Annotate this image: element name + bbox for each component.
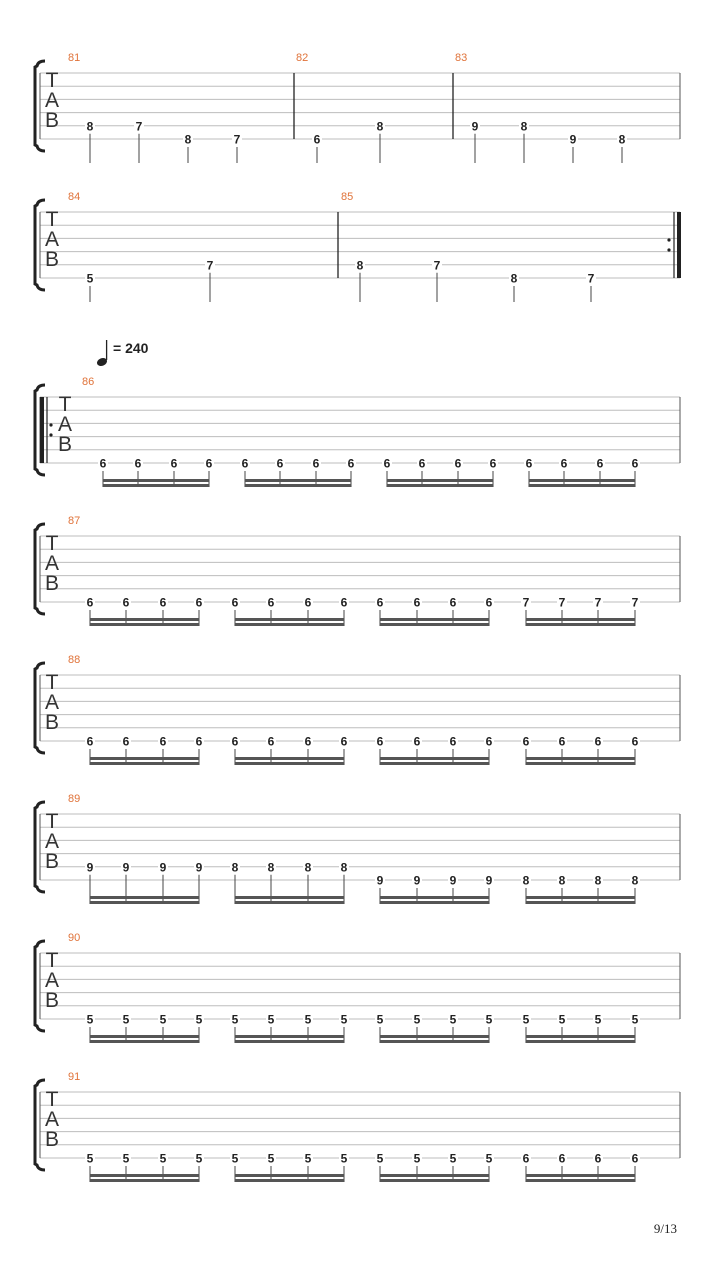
tab-clef-letter: A	[44, 830, 60, 853]
fret-number: 5	[159, 1151, 167, 1166]
tab-clef-letter: T	[45, 949, 59, 972]
beam	[380, 762, 489, 765]
beam	[387, 484, 493, 487]
tab-clef-letter: A	[44, 228, 60, 251]
beam	[235, 618, 344, 621]
fret-number: 6	[313, 132, 321, 147]
fret-number: 6	[195, 595, 203, 610]
tab-system	[35, 515, 680, 626]
beam	[245, 479, 351, 482]
beam	[90, 762, 199, 765]
fret-number: 6	[596, 456, 604, 471]
fret-number: 6	[454, 456, 462, 471]
beam	[526, 1179, 635, 1182]
fret-number: 8	[267, 860, 275, 875]
fret-number: 5	[231, 1151, 239, 1166]
fret-number: 5	[558, 1012, 566, 1027]
beam	[526, 1040, 635, 1043]
measure-number: 83	[455, 52, 468, 64]
fret-number: 8	[86, 119, 94, 134]
measure-number: 81	[68, 52, 81, 64]
fret-number: 5	[159, 1012, 167, 1027]
beam	[380, 1174, 489, 1177]
fret-number: 9	[159, 860, 167, 875]
repeat-thick-barline	[40, 397, 44, 463]
fret-number: 8	[631, 873, 639, 888]
fret-number: 7	[631, 595, 639, 610]
beam	[103, 479, 209, 482]
tab-system	[35, 1071, 680, 1182]
fret-number: 6	[276, 456, 284, 471]
fret-number: 8	[510, 271, 518, 286]
beam	[235, 623, 344, 626]
fret-number: 5	[449, 1012, 457, 1027]
beam	[90, 1174, 199, 1177]
fret-number: 6	[449, 734, 457, 749]
beam	[380, 1040, 489, 1043]
repeat-dot	[49, 433, 52, 436]
repeat-dot	[49, 423, 52, 426]
tab-system	[35, 191, 681, 302]
fret-number: 6	[159, 734, 167, 749]
fret-number: 9	[195, 860, 203, 875]
fret-number: 6	[205, 456, 213, 471]
fret-number: 7	[135, 119, 143, 134]
fret-number: 6	[99, 456, 107, 471]
beam	[235, 762, 344, 765]
beam	[103, 484, 209, 487]
fret-number: 8	[376, 119, 384, 134]
measure-number: 82	[296, 52, 309, 64]
tab-clef-letter: T	[45, 532, 59, 555]
fret-number: 5	[195, 1012, 203, 1027]
beam	[90, 623, 199, 626]
fret-number: 5	[304, 1151, 312, 1166]
beam	[380, 618, 489, 621]
fret-number: 8	[184, 132, 192, 147]
fret-number: 5	[86, 1151, 94, 1166]
fret-number: 7	[433, 258, 441, 273]
measure-number: 86	[82, 376, 95, 388]
fret-number: 5	[376, 1151, 384, 1166]
beam	[90, 1035, 199, 1038]
beam	[235, 896, 344, 899]
fret-number: 5	[485, 1151, 493, 1166]
beam	[90, 757, 199, 760]
beam	[380, 896, 489, 899]
fret-number: 5	[86, 1012, 94, 1027]
fret-number: 6	[231, 595, 239, 610]
fret-number: 5	[449, 1151, 457, 1166]
fret-number: 6	[159, 595, 167, 610]
beam	[380, 901, 489, 904]
fret-number: 5	[267, 1012, 275, 1027]
beam	[526, 1174, 635, 1177]
measure-number: 88	[68, 654, 81, 666]
fret-number: 6	[376, 734, 384, 749]
tab-system	[35, 793, 680, 904]
beam	[526, 618, 635, 621]
fret-number: 5	[413, 1012, 421, 1027]
fret-number: 6	[267, 734, 275, 749]
fret-number: 6	[376, 595, 384, 610]
tab-clef-letter: B	[44, 989, 60, 1012]
fret-number: 8	[340, 860, 348, 875]
fret-number: 5	[267, 1151, 275, 1166]
fret-number: 8	[594, 873, 602, 888]
tab-clef-letter: B	[57, 433, 73, 456]
fret-number: 6	[594, 734, 602, 749]
tab-clef-letter: A	[44, 89, 60, 112]
fret-number: 5	[304, 1012, 312, 1027]
repeat-thick-barline	[677, 212, 681, 278]
fret-number: 6	[195, 734, 203, 749]
fret-number: 5	[122, 1151, 130, 1166]
fret-number: 6	[122, 734, 130, 749]
quarter-note-icon	[96, 340, 108, 367]
fret-number: 6	[134, 456, 142, 471]
beam	[380, 757, 489, 760]
fret-number: 7	[587, 271, 595, 286]
fret-number: 5	[340, 1151, 348, 1166]
tab-clef-letter: T	[58, 393, 72, 416]
tab-clef-letter: B	[44, 109, 60, 132]
repeat-dot	[667, 248, 670, 251]
fret-number: 9	[376, 873, 384, 888]
tab-clef-letter: B	[44, 248, 60, 271]
fret-number: 9	[86, 860, 94, 875]
fret-number: 6	[304, 734, 312, 749]
fret-number: 9	[485, 873, 493, 888]
fret-number: 6	[631, 734, 639, 749]
tempo-marking	[96, 340, 149, 367]
beam	[380, 1035, 489, 1038]
tab-clef-letter: T	[45, 69, 59, 92]
beam	[245, 484, 351, 487]
fret-number: 5	[631, 1012, 639, 1027]
fret-number: 7	[522, 595, 530, 610]
tab-clef-letter: B	[44, 1128, 60, 1151]
fret-number: 6	[418, 456, 426, 471]
fret-number: 5	[413, 1151, 421, 1166]
tab-system	[35, 654, 680, 765]
fret-number: 6	[86, 734, 94, 749]
tab-clef-letter: A	[44, 691, 60, 714]
beam	[90, 901, 199, 904]
tab-system	[35, 932, 680, 1043]
tab-clef-letter: B	[44, 850, 60, 873]
page-number: 9/13	[653, 1221, 677, 1236]
beam	[526, 1035, 635, 1038]
fret-number: 7	[233, 132, 241, 147]
fret-number: 5	[485, 1012, 493, 1027]
tab-clef-letter: T	[45, 208, 59, 231]
tab-clef-letter: B	[44, 572, 60, 595]
beam	[526, 762, 635, 765]
measure-number: 87	[68, 515, 81, 527]
fret-number: 9	[449, 873, 457, 888]
fret-number: 9	[122, 860, 130, 875]
fret-number: 6	[383, 456, 391, 471]
fret-number: 7	[558, 595, 566, 610]
fret-number: 6	[558, 734, 566, 749]
fret-number: 8	[231, 860, 239, 875]
beam	[90, 1179, 199, 1182]
fret-number: 6	[241, 456, 249, 471]
beam	[380, 623, 489, 626]
fret-number: 6	[522, 1151, 530, 1166]
fret-number: 5	[594, 1012, 602, 1027]
fret-number: 5	[340, 1012, 348, 1027]
fret-number: 6	[170, 456, 178, 471]
fret-number: 6	[489, 456, 497, 471]
tab-clef-letter: A	[44, 552, 60, 575]
fret-number: 6	[231, 734, 239, 749]
measure-number: 89	[68, 793, 81, 805]
fret-number: 9	[471, 119, 479, 134]
tab-clef-letter: T	[45, 1088, 59, 1111]
tab-clef-letter: A	[44, 1108, 60, 1131]
beam	[235, 1040, 344, 1043]
tab-clef-letter: A	[44, 969, 60, 992]
fret-number: 5	[122, 1012, 130, 1027]
fret-number: 6	[485, 734, 493, 749]
fret-number: 6	[558, 1151, 566, 1166]
fret-number: 6	[594, 1151, 602, 1166]
fret-number: 9	[413, 873, 421, 888]
fret-number: 6	[267, 595, 275, 610]
beam	[526, 896, 635, 899]
fret-number: 6	[631, 456, 639, 471]
tab-clef-letter: T	[45, 671, 59, 694]
measure-number: 85	[341, 191, 354, 203]
fret-number: 6	[122, 595, 130, 610]
tempo-value: = 240	[113, 340, 149, 356]
fret-number: 6	[413, 595, 421, 610]
fret-number: 6	[413, 734, 421, 749]
fret-number: 7	[206, 258, 214, 273]
fret-number: 6	[560, 456, 568, 471]
fret-number: 6	[631, 1151, 639, 1166]
measure-number: 84	[68, 191, 81, 203]
beam	[526, 623, 635, 626]
fret-number: 5	[231, 1012, 239, 1027]
fret-number: 5	[522, 1012, 530, 1027]
fret-number: 8	[356, 258, 364, 273]
fret-number: 5	[376, 1012, 384, 1027]
beam	[529, 479, 635, 482]
fret-number: 6	[485, 595, 493, 610]
tab-clef-letter: T	[45, 810, 59, 833]
fret-number: 6	[304, 595, 312, 610]
repeat-dot	[667, 238, 670, 241]
fret-number: 6	[312, 456, 320, 471]
beam	[235, 1179, 344, 1182]
beam	[526, 757, 635, 760]
beam	[235, 901, 344, 904]
fret-number: 6	[449, 595, 457, 610]
fret-number: 5	[195, 1151, 203, 1166]
fret-number: 6	[340, 595, 348, 610]
fret-number: 8	[558, 873, 566, 888]
beam	[90, 896, 199, 899]
beam	[235, 1035, 344, 1038]
beam	[529, 484, 635, 487]
beam	[90, 1040, 199, 1043]
fret-number: 6	[86, 595, 94, 610]
beam	[235, 1174, 344, 1177]
measure-number: 90	[68, 932, 81, 944]
beam	[235, 757, 344, 760]
fret-number: 9	[569, 132, 577, 147]
beam	[380, 1179, 489, 1182]
measure-number: 91	[68, 1071, 81, 1083]
fret-number: 5	[86, 271, 94, 286]
tab-clef-letter: B	[44, 711, 60, 734]
beam	[387, 479, 493, 482]
fret-number: 8	[618, 132, 626, 147]
fret-number: 8	[522, 873, 530, 888]
fret-number: 6	[525, 456, 533, 471]
fret-number: 8	[304, 860, 312, 875]
tab-clef-letter: A	[57, 413, 73, 436]
tab-system	[35, 52, 680, 163]
beam	[90, 618, 199, 621]
fret-number: 6	[347, 456, 355, 471]
fret-number: 7	[594, 595, 602, 610]
fret-number: 6	[340, 734, 348, 749]
beam	[526, 901, 635, 904]
fret-number: 6	[522, 734, 530, 749]
tab-system	[35, 376, 680, 487]
fret-number: 8	[520, 119, 528, 134]
